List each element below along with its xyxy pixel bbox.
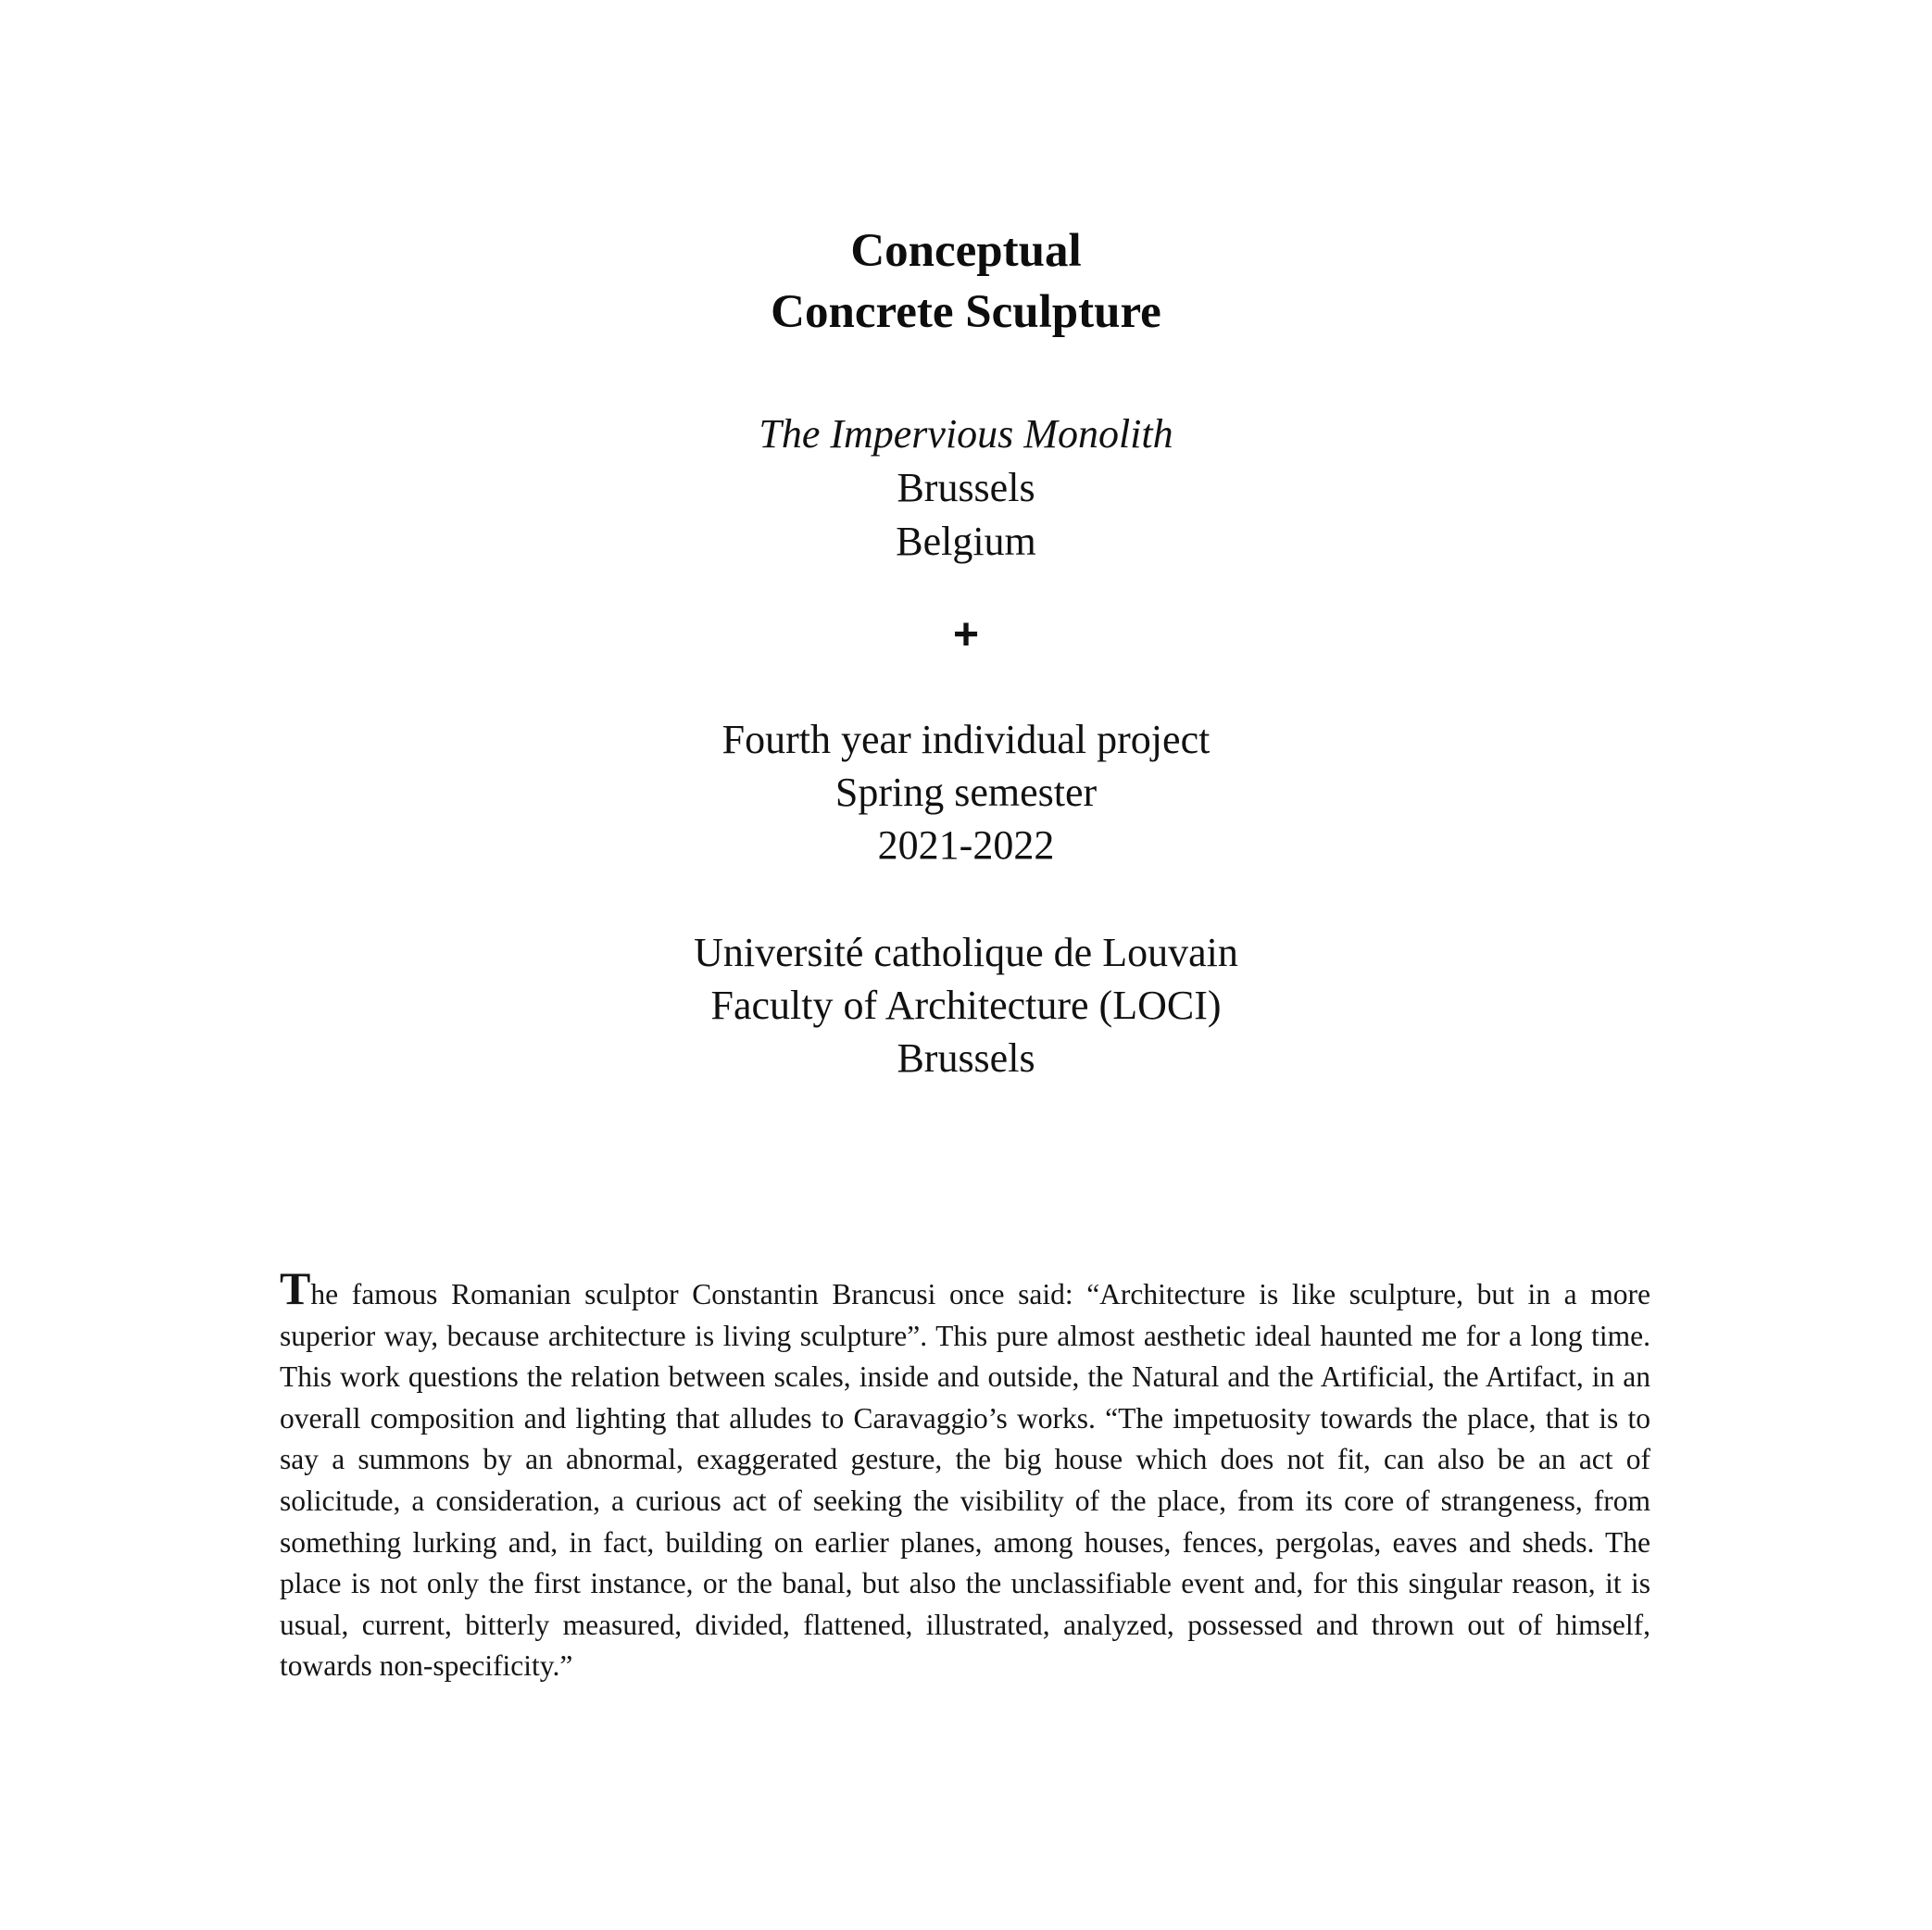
title-line-2: Concrete Sculpture xyxy=(771,286,1161,338)
institution-line-3: Brussels xyxy=(897,1035,1035,1081)
institution-block xyxy=(0,926,1932,1084)
project-city: Brussels xyxy=(897,465,1035,510)
title-block xyxy=(0,220,1932,343)
course-line-2: Spring semester xyxy=(834,770,1098,815)
course-block xyxy=(0,713,1932,871)
title-line-1: Conceptual xyxy=(850,225,1082,277)
body-paragraph xyxy=(280,1262,1650,1687)
institution-line-2: Faculty of Architecture (LOCI) xyxy=(710,983,1222,1028)
plus-separator: + xyxy=(952,610,980,659)
project-country: Belgium xyxy=(896,519,1036,564)
project-location-block xyxy=(0,407,1932,569)
drop-cap: T xyxy=(280,1262,311,1314)
course-line-1: Fourth year individual project xyxy=(721,717,1211,762)
course-line-3: 2021-2022 xyxy=(877,822,1055,868)
project-name: The Impervious Monolith xyxy=(759,411,1173,457)
institution-line-1: Université catholique de Louvain xyxy=(694,930,1238,975)
body-text: he famous Romanian sculptor Constantin Brancusi once said: “Architecture is like sculpture, but in a more superior way, because architecture is living sculpture”. This pure almost aesthetic ideal haunted me for a long time. This work questions the relation between scales, inside and outside, the Natural and the Artificial, the Artifact, in an overall composition and lighting that alludes to Caravaggio’s works. “The impetuosity towards the place, that is to say a summons by an abnormal, exaggerated gesture, the big house which does not fit, can also be an act of solicitude, a consideration, a curious act of seeking the visibility of the place, from its core of strangeness, from something lurking and, in fact, building on earlier planes, among houses, fences, pergolas, eaves and sheds. The place is not only the first instance, or the banal, but also the unclassifiable event and, for this singular reason, it is usual, current, bitterly measured, divided, flattened, illustrated, analyzed, possessed and thrown out of himself, towards non-specificity.” xyxy=(280,1278,1650,1683)
